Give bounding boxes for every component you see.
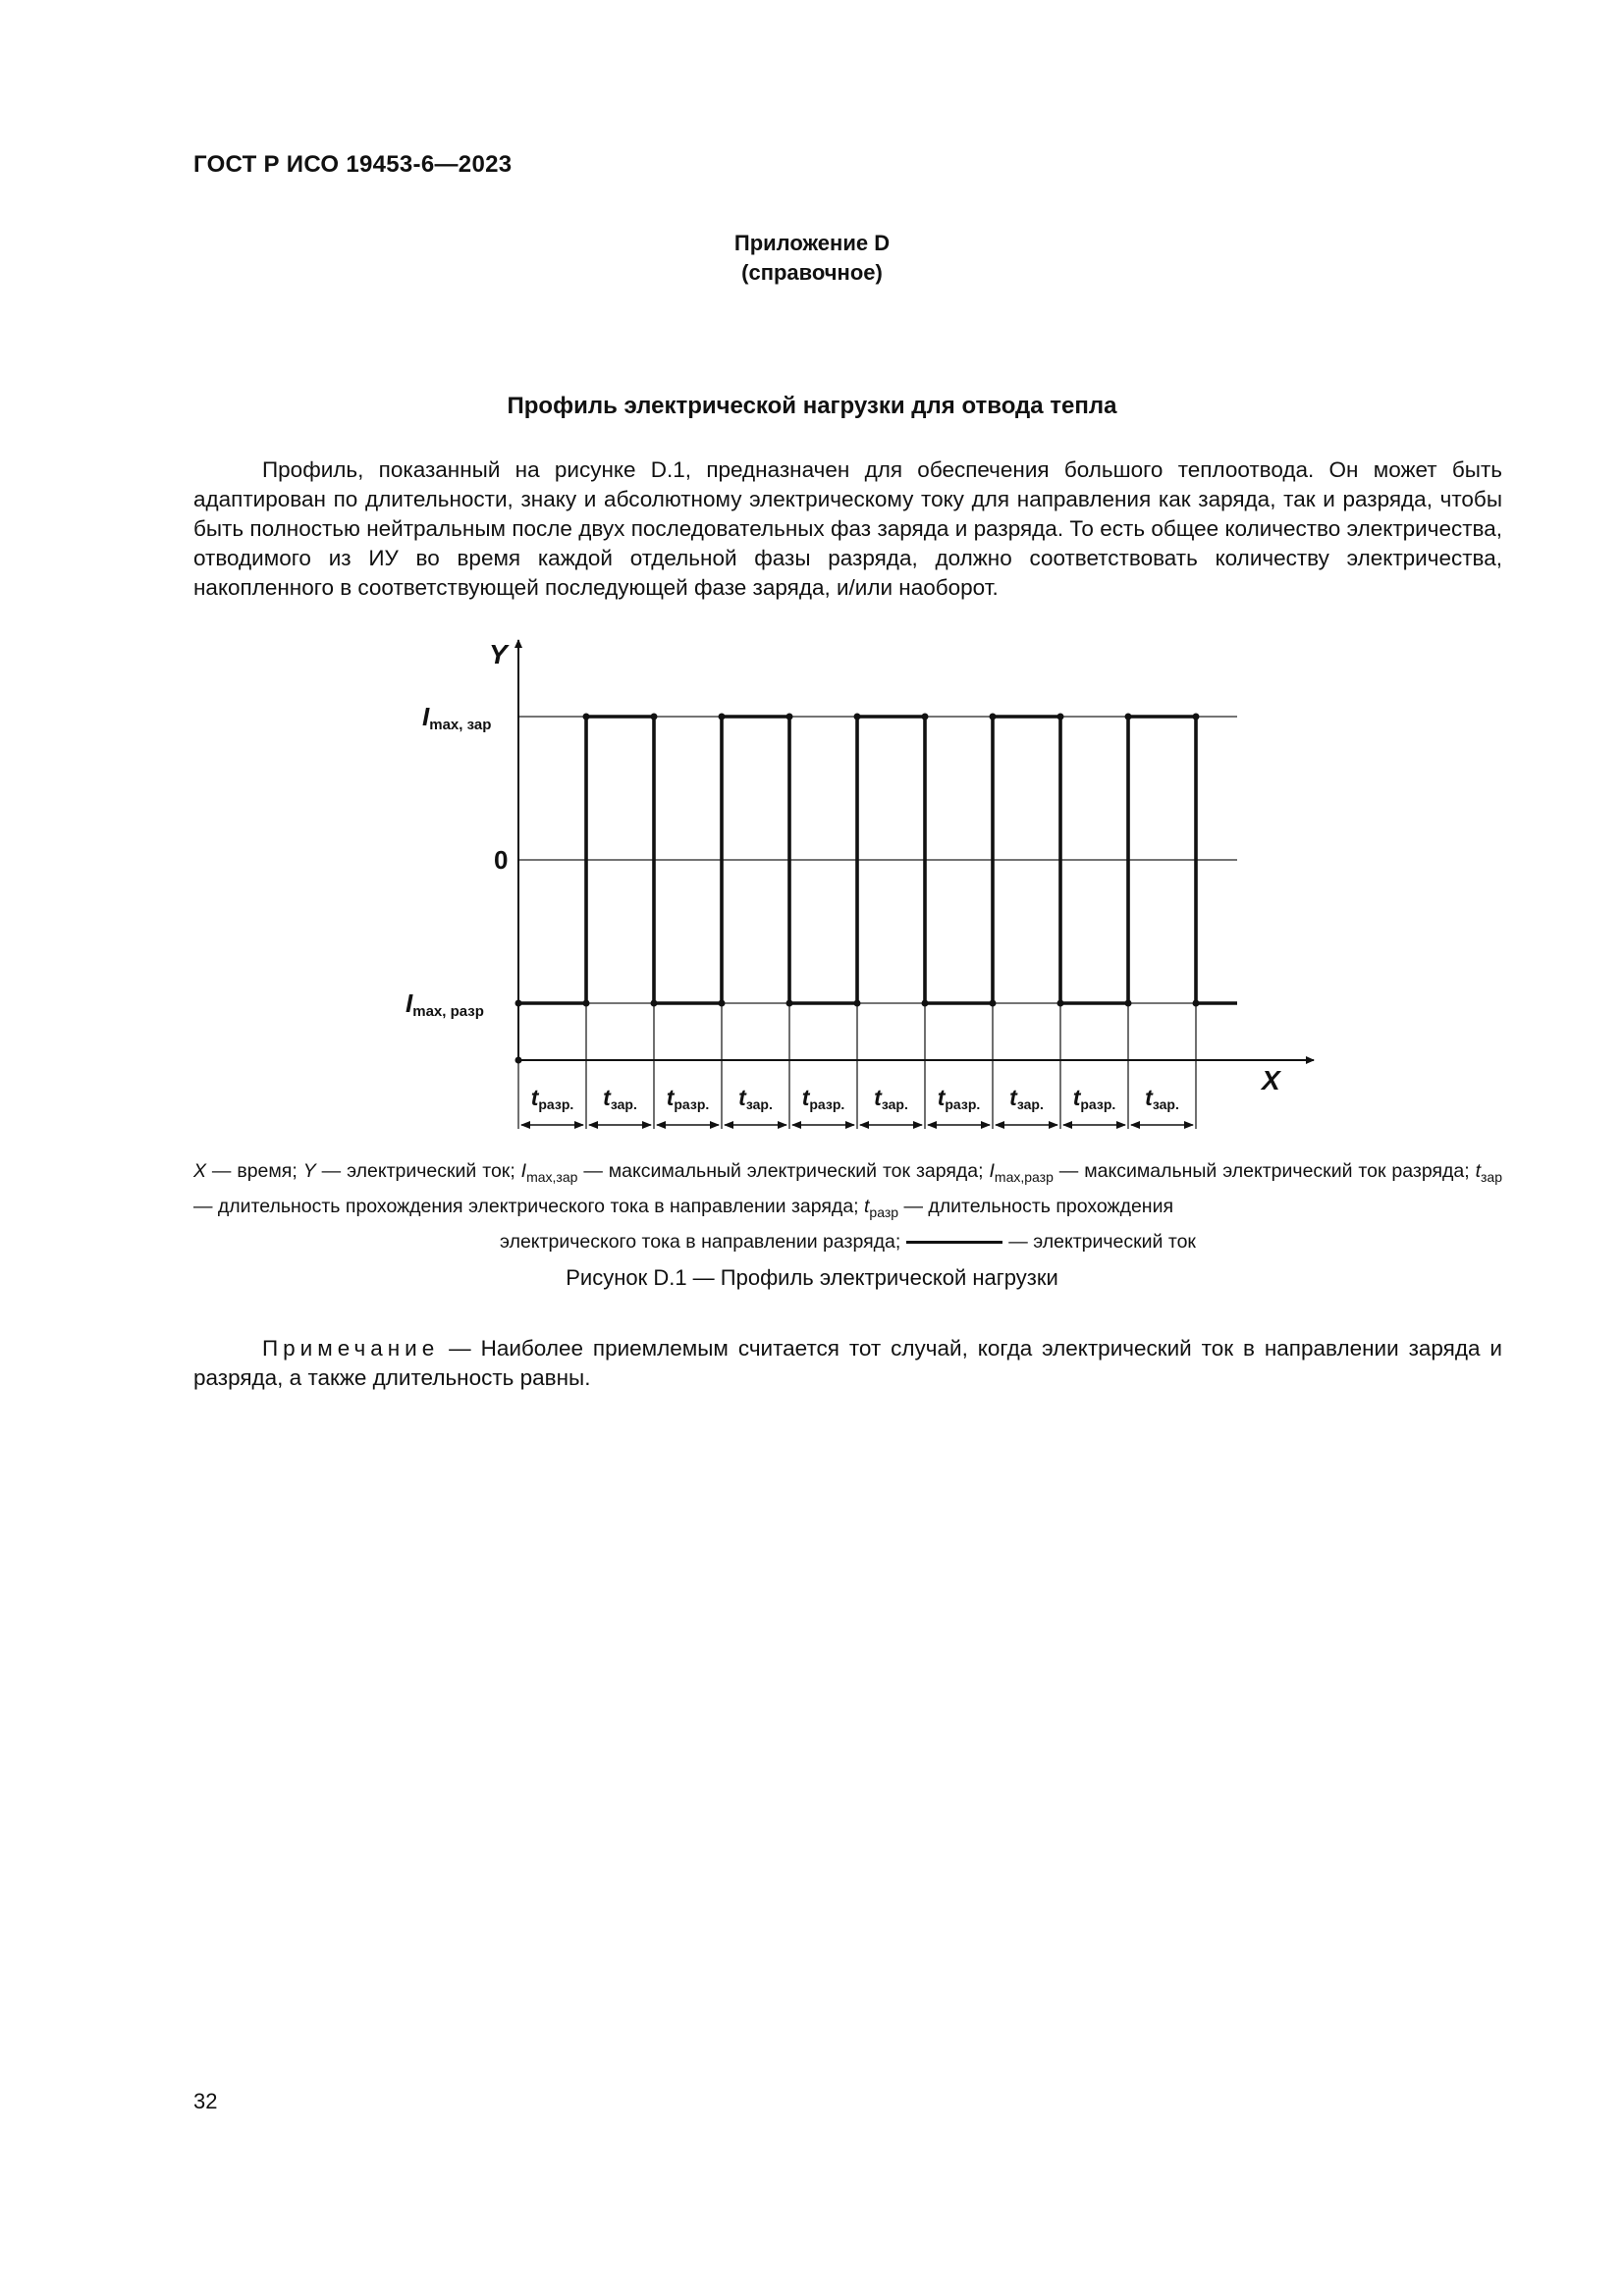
legend-line2-text: электрического тока в направлении разряда; <box>500 1230 901 1253</box>
profile-vertex <box>583 1000 590 1007</box>
legend-tdis-symbol: t <box>864 1195 870 1217</box>
profile-vertex <box>719 714 726 721</box>
note-paragraph <box>193 1334 1502 1393</box>
figure-legend <box>193 1156 1502 1256</box>
duration-label: tзар. <box>874 1085 908 1112</box>
legend-tcharge-symbol: t <box>1475 1160 1481 1182</box>
profile-vertex <box>651 1000 658 1007</box>
note-text: — Наиболее приемлемым считается тот случай, когда электрический ток в направлении заряда и разряда, а также длительность равны. <box>193 1336 1502 1390</box>
load-profile-chart <box>373 628 1316 1139</box>
legend-icharge-symbol: I <box>520 1160 527 1182</box>
profile-vertex <box>922 1000 929 1007</box>
x-axis-label: X <box>1262 1065 1280 1095</box>
profile-vertex <box>1193 714 1200 721</box>
profile-vertex <box>854 714 861 721</box>
legend-idis-symbol: I <box>989 1160 995 1182</box>
legend-line-1 <box>193 1156 1502 1227</box>
legend-tcharge-sub: зар <box>1480 1168 1502 1185</box>
appendix-title: Приложение D <box>733 231 891 255</box>
duration-label: tразр. <box>1072 1085 1116 1112</box>
note-block <box>193 1334 1502 1393</box>
profile-vertex <box>922 714 929 721</box>
profile-vertex <box>786 1000 793 1007</box>
y-tick-label: 0 <box>494 845 509 875</box>
profile-vertex <box>1125 714 1132 721</box>
legend-line-2 <box>193 1227 1502 1256</box>
legend-line-desc: — электрический ток <box>1008 1230 1196 1253</box>
legend-x-symbol: X <box>193 1160 207 1182</box>
legend-y-desc: — электрический ток; <box>315 1160 521 1182</box>
legend-icharge-desc: — максимальный электрический ток заряда; <box>577 1160 990 1182</box>
duration-label: tзар. <box>603 1085 637 1112</box>
profile-vertex <box>990 1000 997 1007</box>
profile-vertex <box>1193 1000 1200 1007</box>
note-label: Примечание <box>262 1336 440 1361</box>
profile-vertex <box>1125 1000 1132 1007</box>
legend-line-swatch <box>906 1241 1002 1244</box>
profile-vertex <box>719 1000 726 1007</box>
legend-tdis-sub: разр <box>869 1203 899 1220</box>
duration-label: tразр. <box>801 1085 845 1112</box>
profile-vertex <box>1057 714 1064 721</box>
section-title: Профиль электрической нагрузки для отвода тепла <box>507 393 1117 419</box>
page-number: 32 <box>193 2089 218 2113</box>
profile-vertex <box>651 714 658 721</box>
y-tick-label: Imax, разр <box>406 988 484 1020</box>
y-tick-label: Imax, зар <box>422 702 492 733</box>
profile-vertex <box>854 1000 861 1007</box>
duration-label: tзар. <box>1009 1085 1044 1112</box>
body-text: Профиль, показанный на рисунке D.1, предназначен для обеспечения большого теплоотвода. Он может быть адаптирован по длительности, знаку и абсолютному электрическому току для направления как заряда, так и разряда, чтобы быть полностью нейтральным после двух последовательных фаз заряда и разряда. То есть общее количество электричества, отводимого из ИУ во время каждой отдельной фазы разряда, должно соответствовать количеству электричества, накопленного в соответствующей последующей фазе заряда, и/или наоборот. <box>193 457 1502 600</box>
profile-vertex <box>515 1000 522 1007</box>
legend-idis-desc: — максимальный электрический ток разряда; <box>1053 1160 1476 1182</box>
profile-vertex <box>990 714 997 721</box>
legend-icharge-sub: max,зар <box>526 1168 578 1185</box>
duration-label: tзар. <box>738 1085 773 1112</box>
duration-label: tразр. <box>937 1085 981 1112</box>
profile-vertex <box>786 714 793 721</box>
legend-tdis-desc: — длительность прохождения <box>898 1195 1174 1217</box>
figure-caption: Рисунок D.1 — Профиль электрической нагрузки <box>566 1265 1058 1290</box>
duration-label: tзар. <box>1145 1085 1179 1112</box>
load-profile-figure <box>373 628 1316 1144</box>
appendix-subtitle: (справочное) <box>741 260 883 285</box>
profile-vertex <box>583 714 590 721</box>
legend-y-symbol: Y <box>302 1160 316 1182</box>
duration-label: tразр. <box>530 1085 574 1112</box>
y-axis-label: Y <box>489 639 508 669</box>
legend-tcharge-desc: — длительность прохождения электрического тока в направлении заряда; <box>193 1195 864 1217</box>
legend-idis-sub: max,разр <box>994 1168 1054 1185</box>
profile-vertex <box>1057 1000 1064 1007</box>
body-paragraph <box>193 455 1502 603</box>
legend-x-desc: — время; <box>206 1160 303 1182</box>
document-code: ГОСТ Р ИСО 19453-6—2023 <box>193 151 513 178</box>
duration-label: tразр. <box>666 1085 710 1112</box>
origin-point <box>515 1057 522 1064</box>
